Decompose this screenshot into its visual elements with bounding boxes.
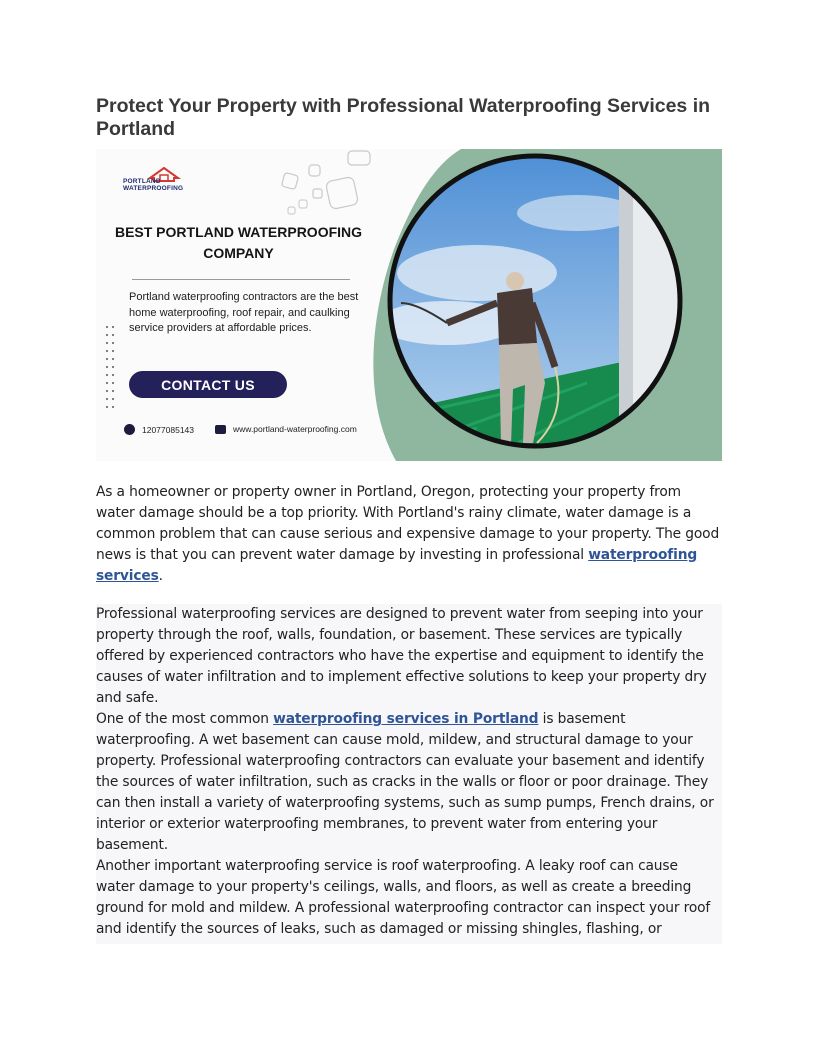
phone-number: 12077085143	[142, 424, 195, 435]
basement-paragraph	[96, 709, 720, 856]
banner-blurb: Portland waterproofing contractors are the best home waterproofing, roof repair, and caulking service providers at affordable prices.	[129, 291, 359, 334]
website-url: www.portland-waterproofing.com	[233, 424, 357, 434]
basement-text: is basement waterproofing. A wet basement can cause mold, mildew, and structural damage to your property. Professional waterproofing contractors can evaluate your basement and identify the sources of water infiltration, such as cracks in the walls or floor or poor drainage. They can then install a variety of waterproofing systems, such as sump pumps, French drains, or interior or exterior waterproofing membranes, to prevent water from entering your basement.	[96, 711, 714, 853]
email-icon	[215, 425, 226, 434]
contact-us-button[interactable]: CONTACT US	[129, 371, 287, 398]
page-title: Protect Your Property with Professional Waterproofing Services in Portland	[96, 95, 711, 140]
roofer-photo	[387, 153, 701, 461]
waterproofing-services-link[interactable]: waterproofing services	[96, 547, 698, 584]
phone-icon	[124, 424, 135, 435]
intro-paragraph	[96, 482, 720, 587]
headline-line-2: COMPANY	[203, 245, 274, 261]
intro-text: As a homeowner or property owner in Portland, Oregon, protecting your property from water damage should be a top priority. With Portland's rainy climate, water damage is a common problem that can cause serious and expensive damage to your property. The good news is that you can prevent water damage by investing in professional	[96, 484, 720, 563]
basement-start: One of the most common	[96, 711, 274, 727]
services-paragraph: Professional waterproofing services are designed to prevent water from seeping into your property through the roof, walls, foundation, or basement. These services are typically offered by experienced contractors who have the expertise and equipment to identify the causes of water infiltration and to implement effective solutions to keep your property dry and safe.	[96, 606, 707, 706]
intro-end: .	[158, 568, 163, 584]
banner-headline	[96, 222, 381, 264]
roof-paragraph: Another important waterproofing service is roof waterproofing. A leaky roof can cause water damage to your property's ceilings, walls, and floors, as well as create a breeding ground for mold and mildew. A professional waterproofing contractor can inspect your roof and identify the sources of leaks, such as damaged or missing shingles, flashing, or	[96, 858, 711, 937]
dot-pattern	[104, 323, 116, 409]
banner-divider	[132, 279, 350, 280]
phone-info[interactable]	[124, 424, 194, 435]
waterproofing-services-portland-link[interactable]: waterproofing services in Portland	[273, 711, 539, 727]
promo-banner	[96, 149, 722, 461]
company-logo-text	[123, 179, 183, 192]
logo-line-2: WATERPROOFING	[123, 184, 184, 192]
services-section	[96, 604, 720, 940]
website-info[interactable]	[215, 424, 357, 434]
headline-line-1: BEST PORTLAND WATERPROOFING	[114, 224, 363, 240]
logo-line-1: PORTLAND	[123, 178, 161, 185]
